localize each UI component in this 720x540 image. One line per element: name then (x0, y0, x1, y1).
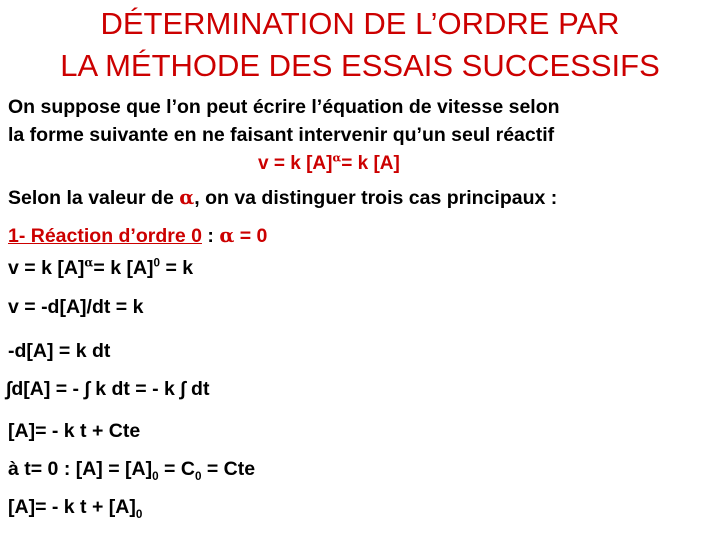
section-1-alpha: α (219, 224, 235, 247)
section-1-separator: : (201, 225, 220, 247)
eq6-part-c: = Cte (201, 458, 256, 480)
cases-intro (8, 186, 557, 210)
intro-line-1: On suppose que l’on peut écrire l’équation de vitesse selon (8, 96, 560, 118)
eq7-subscript: 0 (135, 507, 143, 521)
section-1-heading (8, 224, 267, 248)
equation-rate-zero-order (8, 257, 193, 280)
eq1-part-a: v = k [A] (8, 257, 85, 279)
equation-final-law (8, 496, 142, 519)
alpha-symbol: α (179, 186, 195, 209)
eq1-zero-exponent: 0 (153, 256, 161, 270)
eq1-part-b: = k [A] (93, 257, 154, 279)
alpha-exponent: α (332, 150, 342, 165)
eq6-part-a: à t= 0 : [A] = [A] (8, 458, 153, 480)
section-1-title: 1- Réaction d’ordre 0 (8, 225, 202, 247)
section-1-condition: = 0 (234, 225, 268, 247)
equation-integrated: [A]= - k t + Cte (8, 420, 141, 442)
rate-law-prefix: v = k [A] (258, 153, 333, 174)
eq1-alpha-exponent: α (84, 255, 94, 270)
equation-rate-derivative: v = -d[A]/dt = k (8, 296, 144, 318)
slide-title-line-2: LA MÉTHODE DES ESSAIS SUCCESSIFS (60, 48, 660, 83)
rate-law-suffix: = k [A] (341, 153, 400, 174)
eq1-part-c: = k (160, 257, 194, 279)
eq7-part-a: [A]= - k t + [A] (8, 496, 136, 518)
equation-differential: -d[A] = k dt (8, 340, 111, 362)
cases-intro-suffix: , on va distinguer trois cas principaux : (194, 187, 558, 209)
intro-line-2: la forme suivante en ne faisant intervenir qu’un seul réactif (8, 124, 555, 146)
eq6-subscript-1: 0 (152, 469, 159, 483)
equation-integral: ∫d[A] = - ∫ k dt = - k ∫ dt (6, 378, 210, 400)
cases-intro-prefix: Selon la valeur de (8, 187, 180, 209)
equation-initial-condition (8, 458, 255, 481)
rate-law-equation (258, 150, 400, 175)
eq6-subscript-2: 0 (194, 469, 202, 483)
eq6-part-b: = C (158, 458, 195, 480)
slide-title-line-1: DÉTERMINATION DE L’ORDRE PAR (100, 6, 620, 41)
